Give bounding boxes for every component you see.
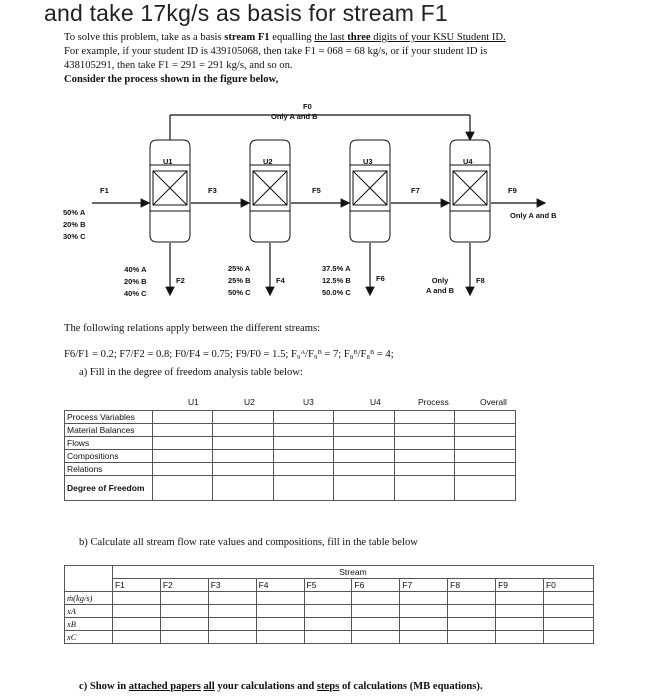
dof-cell[interactable]: [334, 476, 395, 501]
table-row: [65, 450, 516, 463]
row-label: Material Balances: [65, 424, 153, 437]
dof-cell[interactable]: [455, 437, 516, 450]
flow-cell[interactable]: [304, 592, 352, 605]
flow-cell[interactable]: [208, 592, 256, 605]
dof-cell[interactable]: [395, 411, 455, 424]
flow-cell[interactable]: [543, 631, 593, 644]
table-row: [65, 618, 594, 631]
dof-cell[interactable]: [273, 437, 334, 450]
dof-cell[interactable]: [334, 450, 395, 463]
flow-cell[interactable]: [496, 592, 544, 605]
flow-cell[interactable]: [112, 605, 160, 618]
relations-line: F6/F1 = 0.2; F7/F2 = 0.8; F0/F4 = 0.75; F9/F0 = 1.5; F₉ᴬ/F₉ᴮ = 7; F₈ᴮ/F₈ᴮ = 4;: [64, 349, 394, 360]
flow-cell[interactable]: [160, 605, 208, 618]
intro-line-3: 438105291, then take F1 = 291 = 291 kg/s, and so on.: [64, 60, 293, 71]
dof-header-u3: U3: [303, 397, 314, 407]
dof-cell[interactable]: [152, 437, 212, 450]
row-label: Degree of Freedom: [65, 476, 153, 501]
unit-u2-column: [250, 140, 290, 242]
row-label: Process Variables: [65, 411, 153, 424]
col-f5: F5: [304, 579, 352, 592]
intro-paragraph: [64, 31, 624, 87]
intro-line-4: Consider the process shown in the figure below,: [64, 74, 279, 85]
unit-u3-column: [350, 140, 390, 242]
dof-cell[interactable]: [273, 476, 334, 501]
col-f7: F7: [400, 579, 448, 592]
dof-cell[interactable]: [212, 450, 273, 463]
f1-composition: 50% A 20% B 30% C: [63, 208, 86, 241]
f6-label: F6: [376, 274, 385, 283]
f7-label: F7: [411, 186, 420, 195]
col-f0: F0: [543, 579, 593, 592]
dof-header-u1: U1: [188, 397, 199, 407]
part-a-instruction: a) Fill in the degree of freedom analysis table below:: [79, 367, 303, 378]
dof-cell[interactable]: [455, 463, 516, 476]
dof-cell[interactable]: [152, 424, 212, 437]
f9-note: Only A and B: [510, 211, 557, 220]
dof-header-u2: U2: [244, 397, 255, 407]
flow-cell[interactable]: [448, 605, 496, 618]
f3-label: F3: [208, 186, 217, 195]
table-row: [65, 476, 516, 501]
row-label: Flows: [65, 437, 153, 450]
f4-composition: 25% A 25% B 50% C: [228, 264, 251, 297]
col-f3: F3: [208, 579, 256, 592]
dof-cell[interactable]: [152, 450, 212, 463]
flow-cell[interactable]: [304, 631, 352, 644]
flow-cell[interactable]: [160, 592, 208, 605]
flow-cell[interactable]: [256, 618, 304, 631]
dof-cell[interactable]: [152, 463, 212, 476]
dof-cell[interactable]: [455, 450, 516, 463]
row-label: ṁ(kg/s): [65, 592, 113, 605]
u2-label: U2: [263, 157, 273, 166]
dof-cell[interactable]: [395, 437, 455, 450]
flow-cell[interactable]: [543, 605, 593, 618]
f1-label: F1: [100, 186, 109, 195]
intro-line-2: For example, if your student ID is 439105068, then take F1 = 068 = 68 kg/s, or if your student ID is: [64, 46, 488, 57]
table-row: [65, 566, 594, 579]
table-row: [65, 437, 516, 450]
col-f9: F9: [496, 579, 544, 592]
flow-cell[interactable]: [448, 618, 496, 631]
flow-cell[interactable]: [256, 592, 304, 605]
row-label: xB: [65, 618, 113, 631]
flow-cell[interactable]: [112, 618, 160, 631]
unit-u4-column: [450, 140, 490, 242]
u4-label: U4: [463, 157, 473, 166]
f2-label: F2: [176, 276, 185, 285]
dof-header-process: Process: [418, 397, 449, 407]
flow-cell[interactable]: [496, 631, 544, 644]
flow-cell[interactable]: [304, 605, 352, 618]
flow-cell[interactable]: [352, 605, 400, 618]
dof-cell[interactable]: [273, 463, 334, 476]
unit-u1-column: [150, 140, 190, 242]
table-row: [65, 592, 594, 605]
table-row: [65, 411, 516, 424]
row-label: Relations: [65, 463, 153, 476]
flow-cell[interactable]: [304, 618, 352, 631]
flow-cell[interactable]: [496, 618, 544, 631]
flow-cell[interactable]: [112, 631, 160, 644]
u3-label: U3: [363, 157, 373, 166]
col-f8: F8: [448, 579, 496, 592]
flow-cell[interactable]: [543, 592, 593, 605]
dof-cell[interactable]: [455, 476, 516, 501]
dof-cell[interactable]: [273, 411, 334, 424]
page-title: and take 17kg/s as basis for stream F1: [44, 0, 448, 26]
flow-cell[interactable]: [208, 605, 256, 618]
f0-note: Only A and B: [271, 112, 318, 121]
f5-label: F5: [312, 186, 321, 195]
table-row: [65, 605, 594, 618]
part-c-instruction: c) Show in attached papers all your calculations and steps of calculations (MB equations).: [79, 681, 483, 692]
table-row: [65, 424, 516, 437]
flow-cell[interactable]: [352, 592, 400, 605]
dof-cell[interactable]: [334, 437, 395, 450]
flow-cell[interactable]: [256, 605, 304, 618]
dof-cell[interactable]: [334, 424, 395, 437]
dof-header-u4: U4: [370, 397, 381, 407]
dof-cell[interactable]: [334, 411, 395, 424]
flow-table: [64, 565, 594, 644]
table-row: [65, 463, 516, 476]
stream-header: Stream: [112, 566, 593, 579]
f6-composition: 37.5% A 12.5% B 50.0% C: [322, 264, 351, 297]
part-b-instruction: b) Calculate all stream flow rate values and compositions, fill in the table below: [79, 537, 418, 548]
dof-cell[interactable]: [455, 424, 516, 437]
u1-label: U1: [163, 157, 173, 166]
dof-cell[interactable]: [212, 437, 273, 450]
f8-label: F8: [476, 276, 485, 285]
dof-cell[interactable]: [152, 476, 212, 501]
flow-cell[interactable]: [352, 631, 400, 644]
flow-cell[interactable]: [352, 618, 400, 631]
flow-cell[interactable]: [448, 631, 496, 644]
flow-cell[interactable]: [160, 631, 208, 644]
intro-line-1: To solve this problem, take as a basis stream F1 equalling the last three digits of your KSU Student ID.: [64, 32, 506, 43]
dof-cell[interactable]: [455, 411, 516, 424]
dof-cell[interactable]: [395, 476, 455, 501]
flow-cell[interactable]: [400, 618, 448, 631]
dof-table: [64, 410, 516, 501]
flow-cell[interactable]: [208, 631, 256, 644]
flow-cell[interactable]: [256, 631, 304, 644]
f9-label: F9: [508, 186, 517, 195]
f0-label: F0: [303, 102, 312, 111]
table-row: [65, 631, 594, 644]
dof-cell[interactable]: [212, 463, 273, 476]
row-label: xA: [65, 605, 113, 618]
dof-cell[interactable]: [395, 463, 455, 476]
flow-cell[interactable]: [208, 618, 256, 631]
dof-cell[interactable]: [212, 424, 273, 437]
dof-cell[interactable]: [273, 424, 334, 437]
f8-composition: Only A and B: [426, 276, 455, 295]
f2-composition: 40% A 20% B 40% C: [124, 265, 147, 298]
col-f6: F6: [352, 579, 400, 592]
dof-cell[interactable]: [273, 450, 334, 463]
flow-cell[interactable]: [496, 605, 544, 618]
dof-cell[interactable]: [334, 463, 395, 476]
col-f1: F1: [112, 579, 160, 592]
f4-label: F4: [276, 276, 285, 285]
dof-header-overall: Overall: [480, 397, 507, 407]
flow-cell[interactable]: [160, 618, 208, 631]
col-f2: F2: [160, 579, 208, 592]
row-label: xC: [65, 631, 113, 644]
flow-cell[interactable]: [400, 605, 448, 618]
table-row: [65, 579, 594, 592]
dof-cell[interactable]: [395, 424, 455, 437]
flow-cell[interactable]: [448, 592, 496, 605]
col-f4: F4: [256, 579, 304, 592]
row-label: Compositions: [65, 450, 153, 463]
dof-cell[interactable]: [212, 411, 273, 424]
relations-heading: The following relations apply between the different streams:: [64, 323, 321, 334]
dof-cell[interactable]: [212, 476, 273, 501]
flow-cell[interactable]: [400, 592, 448, 605]
flow-cell[interactable]: [543, 618, 593, 631]
flow-cell[interactable]: [400, 631, 448, 644]
dof-cell[interactable]: [152, 411, 212, 424]
dof-cell[interactable]: [395, 450, 455, 463]
flow-cell[interactable]: [112, 592, 160, 605]
